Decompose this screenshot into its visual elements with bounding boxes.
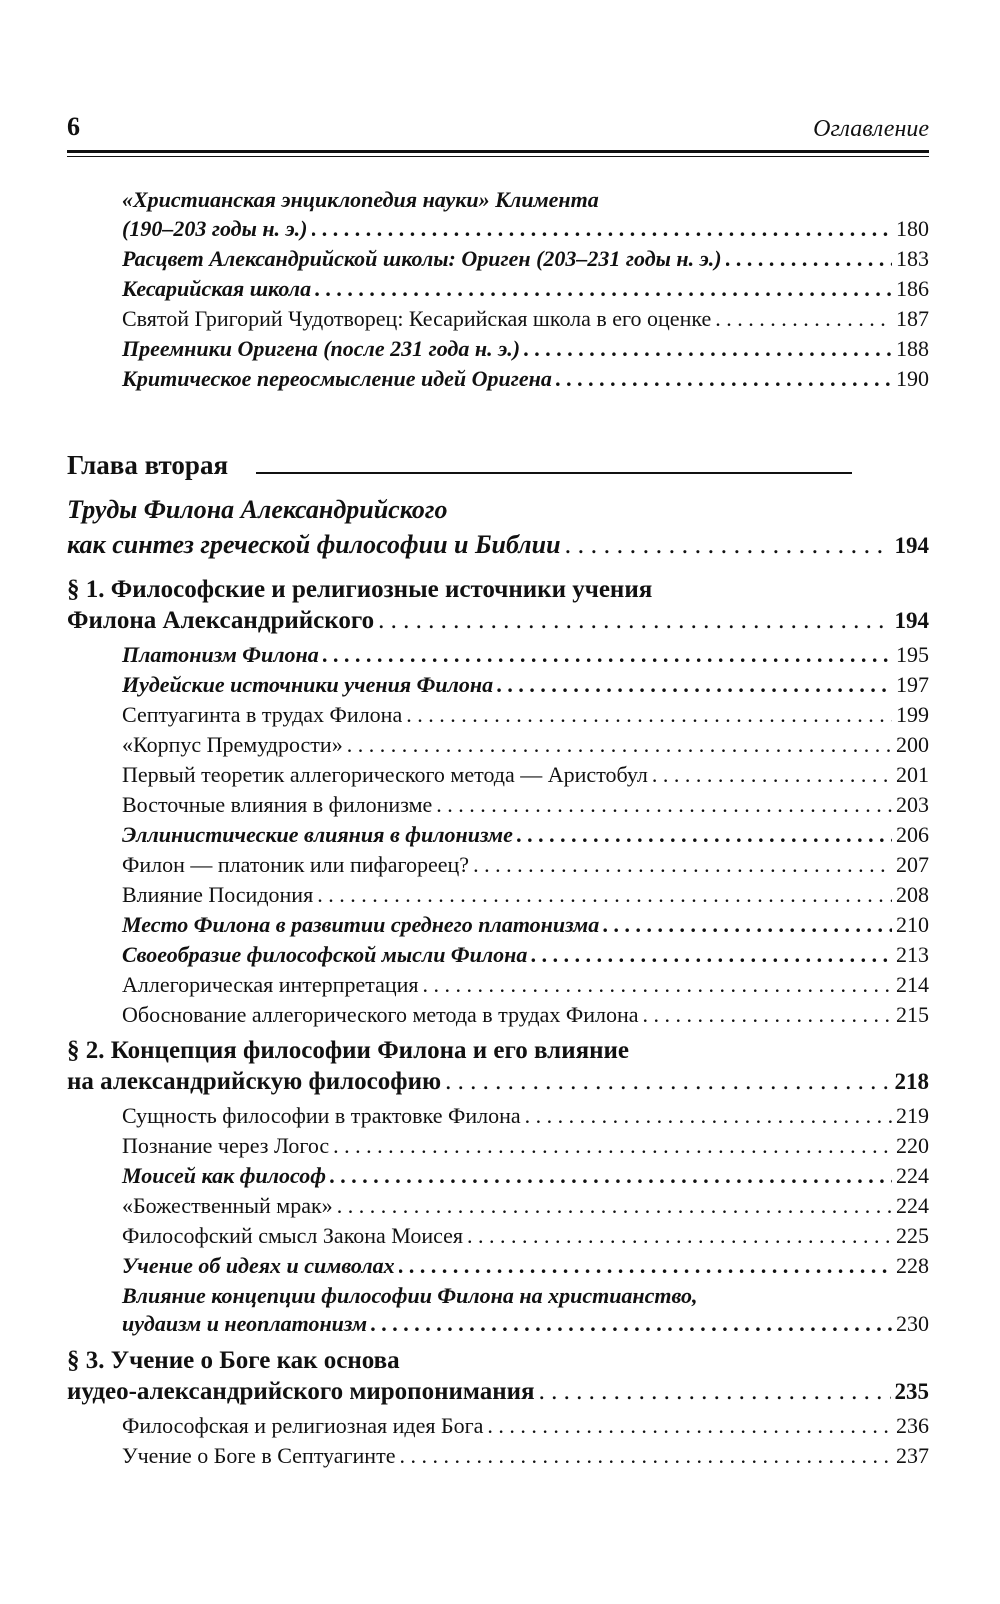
toc-entry-title: Расцвет Александрийской школы: Ориген (203–231 годы н. э.) xyxy=(122,246,722,271)
toc-entry[interactable] xyxy=(122,912,929,938)
toc-entry-page: 200 xyxy=(896,732,929,757)
section-title-line: § 2. Концепция философии Филона и его влияние xyxy=(67,1037,630,1064)
dot-leader xyxy=(399,1443,892,1469)
toc-entry-title: Кесарийская школа xyxy=(122,276,312,301)
dot-leader xyxy=(556,366,892,392)
chapter-page: 194 xyxy=(894,533,929,558)
toc-entry[interactable] xyxy=(122,1103,929,1129)
toc-entry-title: Преемники Оригена (после 231 года н. э.) xyxy=(122,336,521,361)
toc-entry-title-line: Влияние концепции философии Филона на христианство, xyxy=(122,1283,698,1308)
toc-entry-title: Философская и религиозная идея Бога xyxy=(122,1413,484,1438)
dot-leader xyxy=(643,1002,892,1028)
toc-entry[interactable] xyxy=(122,882,929,908)
dot-leader xyxy=(333,1133,892,1159)
section-entry[interactable] xyxy=(67,607,929,635)
toc-entry-title: Учение об идеях и символах xyxy=(122,1253,395,1278)
toc-entry[interactable] xyxy=(122,852,929,878)
chapter-title-line: Труды Филона Александрийского xyxy=(67,495,448,524)
toc-entry-title-line: «Христианская энциклопедия науки» Климента xyxy=(122,187,599,212)
toc-entry-title: Эллинистические влияния в филонизме xyxy=(122,822,513,847)
toc-entry[interactable] xyxy=(122,276,929,302)
toc-entry-title: Сущность философии в трактовке Филона xyxy=(122,1103,521,1128)
toc-entry[interactable] xyxy=(122,732,929,758)
toc-entry-page: 219 xyxy=(896,1103,929,1128)
dot-leader xyxy=(406,702,892,728)
toc-entry-title: иудаизм и неоплатонизм xyxy=(122,1311,368,1336)
dot-leader xyxy=(473,852,892,878)
toc-entry-page: 224 xyxy=(896,1193,929,1218)
toc-entry-page: 206 xyxy=(896,822,929,847)
toc-entry-page: 225 xyxy=(896,1223,929,1248)
toc-entry-title: «Божественный мрак» xyxy=(122,1193,333,1218)
toc-entry-title: Святой Григорий Чудотворец: Кесарийская школа в его оценке xyxy=(122,306,712,331)
dot-leader xyxy=(330,1163,892,1189)
header-rule-thick xyxy=(67,150,929,153)
toc-entry-title: (190–203 годы н. э.) xyxy=(122,216,308,241)
toc-entry-title: Септуагинта в трудах Филона xyxy=(122,702,403,727)
dot-leader xyxy=(315,276,892,302)
toc-entry-title: Своеобразие философской мысли Филона xyxy=(122,942,528,967)
section-page: 218 xyxy=(894,1069,929,1094)
dot-leader xyxy=(565,530,891,560)
toc-entry-page: 236 xyxy=(896,1413,929,1438)
toc-entry-page: 187 xyxy=(896,306,929,331)
section-page: 194 xyxy=(894,608,929,633)
dot-leader xyxy=(312,216,892,242)
toc-entry-page: 203 xyxy=(896,792,929,817)
dot-leader xyxy=(652,762,892,788)
toc-entry-page: 183 xyxy=(896,246,929,271)
section-title-line: § 1. Философские и религиозные источники учения xyxy=(67,576,653,603)
toc-entry-page: 214 xyxy=(896,972,929,997)
toc-entry-title: Критическое переосмысление идей Оригена xyxy=(122,366,552,391)
toc-entry-page: 190 xyxy=(896,366,929,391)
toc-entry-page: 213 xyxy=(896,942,929,967)
dot-leader xyxy=(539,1378,891,1406)
header-rule-thin xyxy=(67,156,929,157)
toc-entry-title: Моисей как философ xyxy=(122,1163,326,1188)
dot-leader xyxy=(726,246,892,272)
toc-entry[interactable] xyxy=(122,1223,929,1249)
dot-leader xyxy=(423,972,892,998)
running-head: Оглавление xyxy=(813,116,929,142)
toc-entry-title: Восточные влияния в филонизме xyxy=(122,792,433,817)
toc-entry-title: «Корпус Премудрости» xyxy=(122,732,343,757)
toc-entry[interactable] xyxy=(122,1163,929,1189)
toc-entry-page: 195 xyxy=(896,642,929,667)
toc-entry-title: Филон — платоник или пифагореец? xyxy=(122,852,470,877)
dot-leader xyxy=(467,1223,892,1249)
section-title-line: § 3. Учение о Боге как основа xyxy=(67,1347,400,1374)
section-entry[interactable] xyxy=(67,1068,929,1096)
dot-leader xyxy=(524,336,892,362)
toc-entry[interactable] xyxy=(122,1443,929,1469)
dot-leader xyxy=(715,306,892,332)
toc-entry-page: 215 xyxy=(896,1002,929,1027)
dot-leader xyxy=(399,1253,892,1279)
dot-leader xyxy=(317,882,892,908)
toc-entry[interactable] xyxy=(122,1413,929,1439)
toc-entry-title: Учение о Боге в Септуагинте xyxy=(122,1443,396,1468)
toc-entry-page: 197 xyxy=(896,672,929,697)
toc-entry[interactable] xyxy=(122,942,929,968)
toc-entry-page: 207 xyxy=(896,852,929,877)
toc-entry-title: Философский смысл Закона Моисея xyxy=(122,1223,464,1248)
toc-entry[interactable] xyxy=(122,672,929,698)
dot-leader xyxy=(371,1311,892,1337)
dot-leader xyxy=(531,942,892,968)
toc-entry[interactable] xyxy=(122,972,929,998)
toc-entry-page: 188 xyxy=(896,336,929,361)
toc-entry[interactable] xyxy=(122,792,929,818)
toc-entry[interactable] xyxy=(122,1311,929,1337)
toc-entry[interactable] xyxy=(122,366,929,392)
toc-entry-page: 228 xyxy=(896,1253,929,1278)
toc-entry-page: 208 xyxy=(896,882,929,907)
toc-entry[interactable] xyxy=(122,1002,929,1028)
page-number: 6 xyxy=(67,112,80,141)
section-title: Филона Александрийского xyxy=(67,607,375,634)
toc-entry[interactable] xyxy=(122,336,929,362)
section-title: на александрийскую философию xyxy=(67,1068,442,1095)
toc-entry-title: Познание через Логос xyxy=(122,1133,330,1158)
dot-leader xyxy=(378,607,890,635)
dot-leader xyxy=(445,1068,890,1096)
dot-leader xyxy=(323,642,892,668)
chapter-title: как синтез греческой философии и Библии xyxy=(67,530,561,559)
chapter-rule xyxy=(256,472,852,474)
dot-leader xyxy=(525,1103,892,1129)
toc-entry-page: 230 xyxy=(896,1311,929,1336)
chapter-entry[interactable] xyxy=(67,530,929,560)
toc-entry-title: Иудейские источники учения Филона xyxy=(122,672,494,697)
toc-entry[interactable] xyxy=(122,1253,929,1279)
section-title: иудео-александрийского миропонимания xyxy=(67,1378,535,1405)
toc-entry[interactable] xyxy=(122,306,929,332)
toc-entry[interactable] xyxy=(122,216,929,242)
toc-entry-title: Платонизм Филона xyxy=(122,642,319,667)
dot-leader xyxy=(603,912,892,938)
toc-entry-page: 224 xyxy=(896,1163,929,1188)
dot-leader xyxy=(337,1193,892,1219)
toc-entry-page: 210 xyxy=(896,912,929,937)
toc-entry[interactable] xyxy=(122,702,929,728)
toc-entry[interactable] xyxy=(122,762,929,788)
toc-entry-page: 199 xyxy=(896,702,929,727)
toc-entry-title: Место Филона в развитии среднего платонизма xyxy=(122,912,600,937)
toc-entry[interactable] xyxy=(122,1193,929,1219)
toc-entry-title: Первый теоретик аллегорического метода — Аристобул xyxy=(122,762,648,787)
toc-entry-page: 180 xyxy=(896,216,929,241)
toc-entry-title: Обоснование аллегорического метода в трудах Филона xyxy=(122,1002,639,1027)
chapter-label: Глава вторая xyxy=(67,450,229,480)
toc-entry-title: Аллегорическая интерпретация xyxy=(122,972,419,997)
toc-entry[interactable] xyxy=(122,822,929,848)
toc-entry-page: 220 xyxy=(896,1133,929,1158)
dot-leader xyxy=(487,1413,892,1439)
dot-leader xyxy=(347,732,892,758)
dot-leader xyxy=(517,822,892,848)
section-entry[interactable] xyxy=(67,1378,929,1406)
toc-entry[interactable] xyxy=(122,1133,929,1159)
toc-entry-title: Влияние Посидония xyxy=(122,882,314,907)
dot-leader xyxy=(497,672,892,698)
toc-entry-page: 186 xyxy=(896,276,929,301)
toc-entry[interactable] xyxy=(122,246,929,272)
section-page: 235 xyxy=(894,1379,929,1404)
toc-entry-page: 237 xyxy=(896,1443,929,1468)
toc-entry[interactable] xyxy=(122,642,929,668)
dot-leader xyxy=(436,792,892,818)
toc-entry-page: 201 xyxy=(896,762,929,787)
